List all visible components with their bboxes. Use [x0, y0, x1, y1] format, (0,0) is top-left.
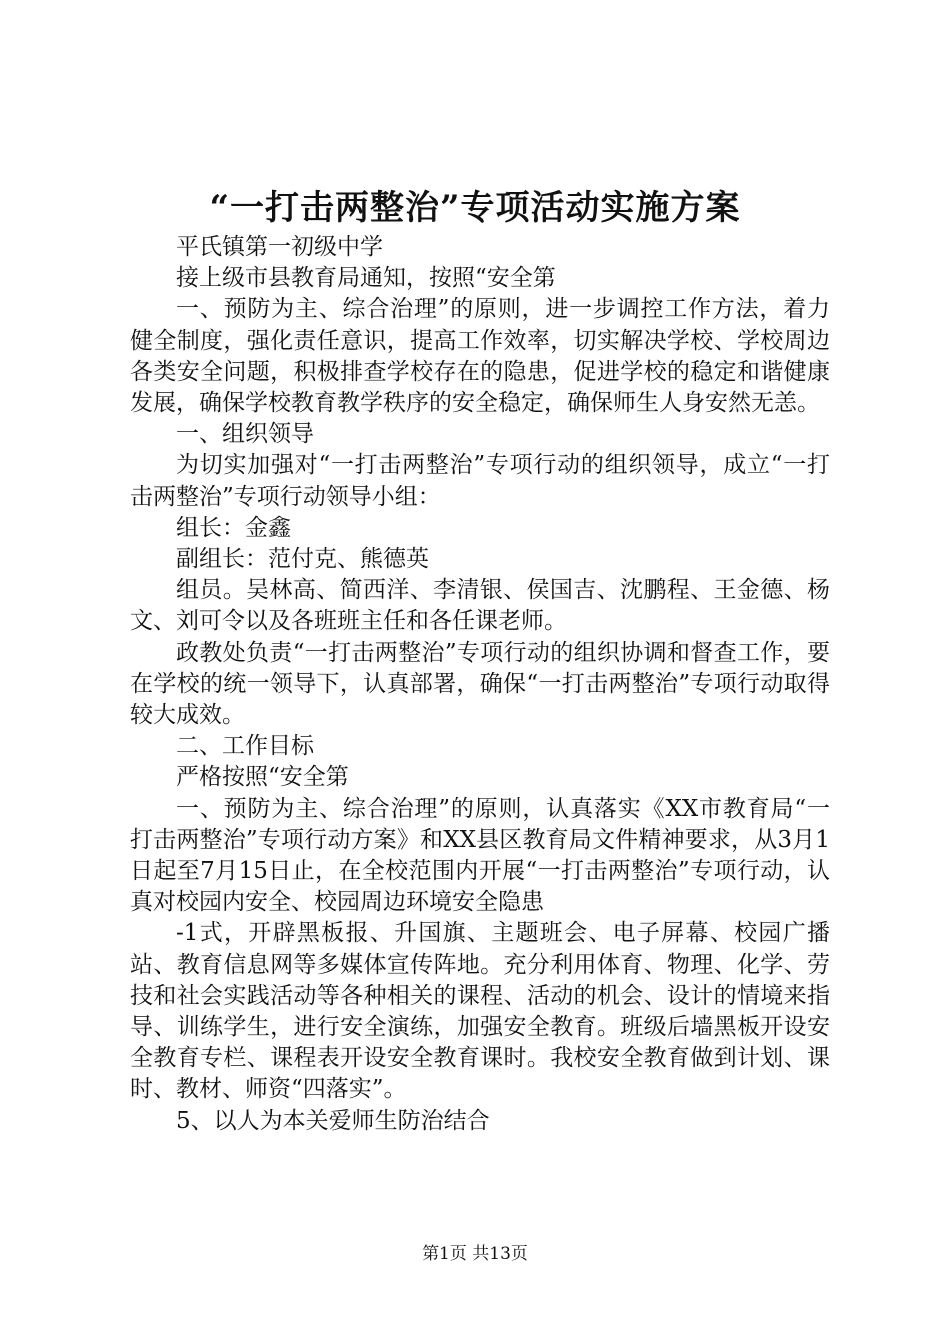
- paragraph-leading-group: 为切实加强对“一打击两整治”专项行动的组织领导，成立“一打击两整治”专项行动领导小组：: [130, 452, 830, 510]
- paragraph-publicity: -1式，开辟黑板报、升国旗、主题班会、电子屏幕、校园广播站、教育信息网等多媒体宣传阵地。充分利用体育、物理、化学、劳技和社会实践活动等各种相关的课程、活动的机会、设计的情境来指导、训练学生，进行安全演练，加强安全教育。班级后墙黑板开设安全教育专栏、课程表开设安全教育课时。我校安全教育做到计划、课时、教材、师资“四落实”。: [130, 920, 830, 1103]
- paragraph-responsibility: 政教处负责“一打击两整治”专项行动的组织协调和督查工作，要在学校的统一领导下，认真部署，确保“一打击两整治”专项行动取得较大成效。: [130, 639, 830, 729]
- paragraph-intro: 接上级市县教育局通知，按照“安全第: [176, 265, 556, 292]
- paragraph-members: 组员。吴林高、简西洋、李清银、侯国吉、沈鹏程、王金德、杨文、刘可令以及各班班主任和各任课老师。: [130, 577, 830, 635]
- document-title: “一打击两整治”专项活动实施方案: [209, 188, 741, 228]
- paragraph-strictly-follow: 严格按照“安全第: [176, 764, 349, 791]
- paragraph-implementation: 一、预防为主、综合治理”的原则，认真落实《XX市教育局“一打击两整治”专项行动方案》和XX县区教育局文件精神要求，从3月1日起至7月15日止，在全校范围内开展“一打击两整治”专项行动，认真对校园内安全、校园周边环境安全隐患: [130, 795, 830, 916]
- page-number-footer: 第1页 共13页: [422, 1244, 528, 1264]
- paragraph-deputy-leader: 副组长：范付克、熊德英: [176, 546, 429, 573]
- paragraph-people-oriented: 5、以人为本关爱师生防治结合: [176, 1107, 490, 1134]
- paragraph-group-leader: 组长：金鑫: [176, 514, 291, 541]
- heading-organization: 一、组织领导: [176, 421, 314, 448]
- paragraph-principle: 一、预防为主、综合治理”的原则，进一步调控工作方法，着力健全制度，强化责任意识，提高工作效率，切实解决学校、学校周边各类安全问题，积极排查学校存在的隐患，促进学校的稳定和谐健康发展，确保学校教育教学秩序的安全稳定，确保师生人身安然无恙。: [130, 296, 830, 417]
- paragraph-school-name: 平氏镇第一初级中学: [176, 234, 383, 260]
- heading-work-goals: 二、工作目标: [176, 733, 314, 760]
- document-body: [130, 232, 830, 1137]
